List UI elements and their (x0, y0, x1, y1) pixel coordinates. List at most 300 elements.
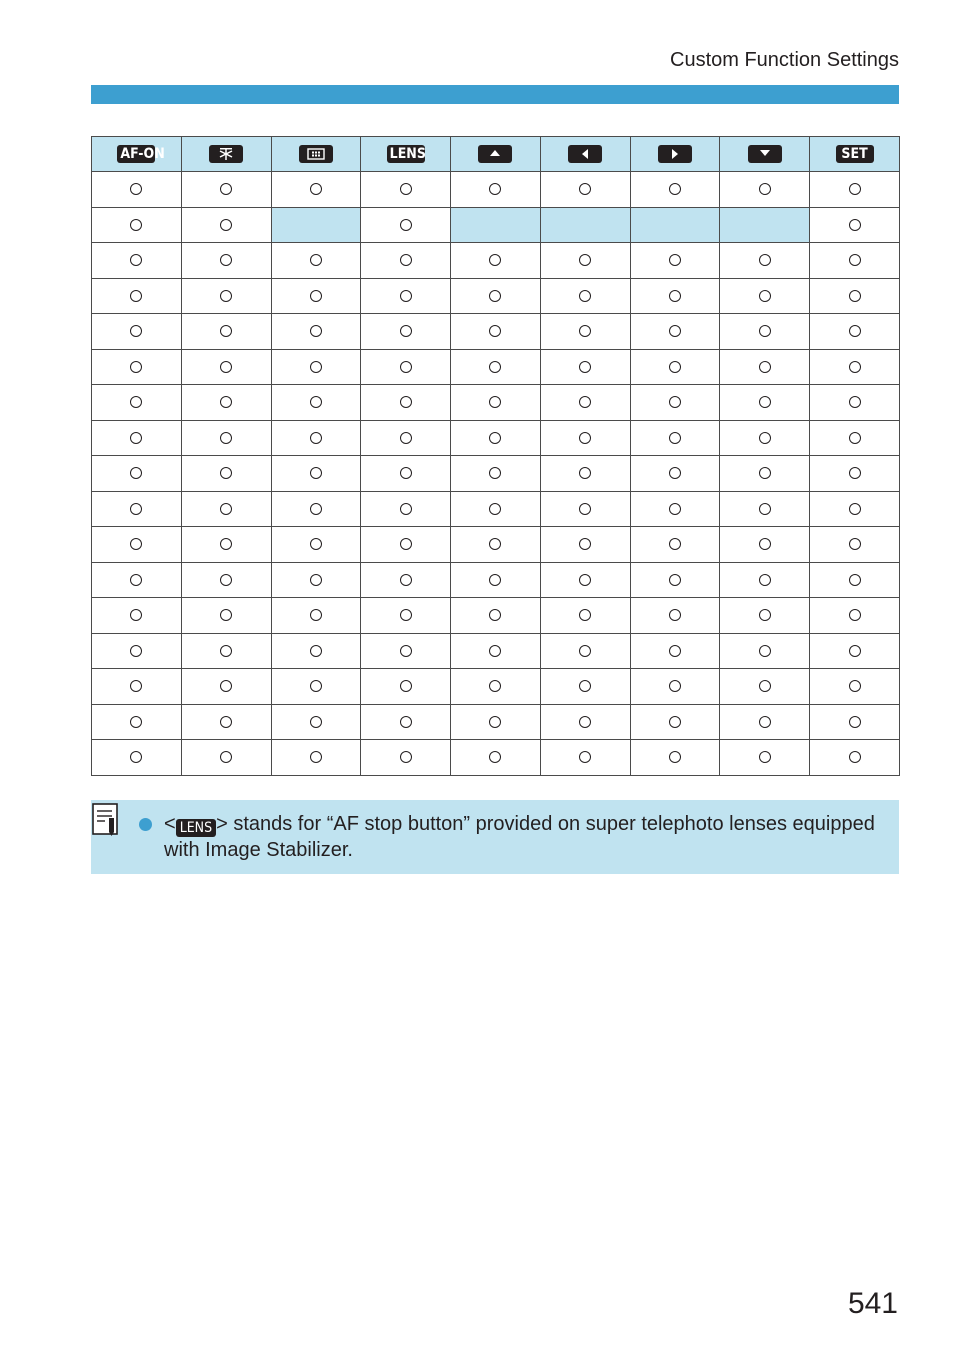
table-cell (451, 633, 541, 669)
table-cell (720, 527, 810, 563)
available-circle-icon (489, 680, 501, 692)
available-circle-icon (669, 467, 681, 479)
available-circle-icon (849, 574, 861, 586)
available-circle-icon (130, 361, 142, 373)
available-circle-icon (130, 680, 142, 692)
available-circle-icon (400, 183, 412, 195)
table-cell (630, 456, 720, 492)
table-cell (361, 385, 451, 421)
table-cell (451, 278, 541, 314)
available-circle-icon (400, 432, 412, 444)
available-circle-icon (400, 219, 412, 231)
available-circle-icon (130, 609, 142, 621)
available-circle-icon (579, 290, 591, 302)
table-cell (451, 740, 541, 776)
available-circle-icon (849, 538, 861, 550)
table-cell (181, 314, 271, 350)
available-circle-icon (130, 290, 142, 302)
table-cell (181, 172, 271, 208)
table-cell (630, 491, 720, 527)
available-circle-icon (669, 716, 681, 728)
table-cell (451, 385, 541, 421)
table-row (92, 207, 900, 243)
table-cell (630, 562, 720, 598)
available-circle-icon (489, 254, 501, 266)
table-cell (92, 740, 182, 776)
table-cell (361, 491, 451, 527)
available-circle-icon (400, 645, 412, 657)
table-cell (92, 420, 182, 456)
table-cell (810, 349, 900, 385)
available-circle-icon (579, 645, 591, 657)
available-circle-icon (400, 716, 412, 728)
available-circle-icon (759, 503, 771, 515)
table-cell (361, 669, 451, 705)
available-circle-icon (579, 254, 591, 266)
available-circle-icon (579, 183, 591, 195)
up-arrow-icon (478, 145, 512, 163)
available-circle-icon (759, 751, 771, 763)
column-header (720, 137, 810, 172)
bullet-icon (139, 818, 152, 831)
table-cell (810, 314, 900, 350)
available-circle-icon (579, 396, 591, 408)
table-cell (451, 420, 541, 456)
table-cell (271, 172, 361, 208)
available-circle-icon (579, 574, 591, 586)
available-circle-icon (849, 609, 861, 621)
available-circle-icon (579, 432, 591, 444)
available-circle-icon (130, 751, 142, 763)
table-cell (810, 491, 900, 527)
table-cell (540, 172, 630, 208)
table-cell (361, 633, 451, 669)
table-cell (630, 740, 720, 776)
available-circle-icon (220, 361, 232, 373)
table-cell (361, 349, 451, 385)
table-cell (271, 740, 361, 776)
ae-lock-button-icon (209, 145, 243, 163)
available-circle-icon (489, 361, 501, 373)
table-row (92, 456, 900, 492)
available-circle-icon (849, 716, 861, 728)
table-cell (720, 349, 810, 385)
table-row (92, 172, 900, 208)
table-cell (92, 385, 182, 421)
table-cell (720, 456, 810, 492)
table-cell (271, 491, 361, 527)
table-cell (810, 172, 900, 208)
table-cell (451, 172, 541, 208)
table-cell (92, 562, 182, 598)
available-circle-icon (220, 432, 232, 444)
available-circle-icon (220, 467, 232, 479)
available-circle-icon (849, 325, 861, 337)
table-cell (630, 633, 720, 669)
table-cell (451, 562, 541, 598)
table-cell (540, 278, 630, 314)
available-circle-icon (669, 538, 681, 550)
af-point-selection-button-icon (299, 145, 333, 163)
available-circle-icon (130, 574, 142, 586)
table-body (92, 172, 900, 776)
available-circle-icon (849, 219, 861, 231)
available-circle-icon (130, 396, 142, 408)
available-circle-icon (759, 645, 771, 657)
available-circle-icon (489, 467, 501, 479)
table-row (92, 704, 900, 740)
table-cell (361, 314, 451, 350)
table-cell (92, 669, 182, 705)
available-circle-icon (310, 396, 322, 408)
af-on-button-icon: AF-ON (117, 145, 155, 163)
available-circle-icon (669, 645, 681, 657)
table-cell (361, 278, 451, 314)
table-cell (720, 278, 810, 314)
available-circle-icon (220, 538, 232, 550)
available-circle-icon (130, 254, 142, 266)
table-cell (271, 243, 361, 279)
table-row (92, 349, 900, 385)
available-circle-icon (669, 361, 681, 373)
table-cell (810, 598, 900, 634)
table-cell (271, 669, 361, 705)
available-circle-icon (849, 254, 861, 266)
available-circle-icon (130, 503, 142, 515)
table-cell (810, 669, 900, 705)
table-row (92, 527, 900, 563)
table-cell (540, 704, 630, 740)
available-circle-icon (220, 751, 232, 763)
available-circle-icon (579, 716, 591, 728)
available-circle-icon (220, 574, 232, 586)
table-cell (630, 420, 720, 456)
table-cell (720, 491, 810, 527)
table-cell (271, 420, 361, 456)
available-circle-icon (579, 609, 591, 621)
available-circle-icon (400, 467, 412, 479)
available-circle-icon (579, 751, 591, 763)
available-circle-icon (220, 680, 232, 692)
table-cell (451, 527, 541, 563)
available-circle-icon (400, 680, 412, 692)
table-cell (92, 491, 182, 527)
table-cell (540, 314, 630, 350)
table-cell (181, 278, 271, 314)
table-cell (271, 349, 361, 385)
available-circle-icon (310, 716, 322, 728)
available-circle-icon (220, 290, 232, 302)
table-row (92, 491, 900, 527)
table-cell (361, 420, 451, 456)
table-cell (720, 385, 810, 421)
available-circle-icon (400, 325, 412, 337)
table-cell (271, 527, 361, 563)
table-row (92, 598, 900, 634)
available-circle-icon (669, 254, 681, 266)
table-cell (181, 669, 271, 705)
table-cell (451, 314, 541, 350)
available-circle-icon (669, 503, 681, 515)
right-arrow-icon (658, 145, 692, 163)
table-cell (361, 456, 451, 492)
available-circle-icon (130, 432, 142, 444)
table-cell (540, 420, 630, 456)
column-header (630, 137, 720, 172)
table-cell (540, 349, 630, 385)
table-cell (720, 314, 810, 350)
column-header (181, 137, 271, 172)
table-cell (540, 385, 630, 421)
table-cell (271, 314, 361, 350)
available-circle-icon (849, 467, 861, 479)
table-header-row (92, 137, 900, 172)
set-button-icon: SET (836, 145, 874, 163)
page-number: 541 (847, 1287, 898, 1320)
available-circle-icon (130, 325, 142, 337)
table-cell (361, 704, 451, 740)
table-cell (540, 633, 630, 669)
table-cell (630, 314, 720, 350)
table-cell (630, 704, 720, 740)
available-circle-icon (759, 325, 771, 337)
available-circle-icon (310, 290, 322, 302)
table-cell (451, 243, 541, 279)
note-box (91, 800, 899, 874)
available-circle-icon (849, 361, 861, 373)
table-cell (181, 420, 271, 456)
available-circle-icon (310, 538, 322, 550)
available-circle-icon (310, 432, 322, 444)
table-cell (181, 740, 271, 776)
table-cell (361, 207, 451, 243)
available-circle-icon (759, 254, 771, 266)
available-circle-icon (759, 716, 771, 728)
available-circle-icon (220, 183, 232, 195)
available-circle-icon (310, 467, 322, 479)
available-circle-icon (130, 538, 142, 550)
table-cell (181, 598, 271, 634)
table-cell (540, 669, 630, 705)
available-circle-icon (849, 396, 861, 408)
table-cell (271, 562, 361, 598)
column-header (92, 137, 182, 172)
available-circle-icon (400, 574, 412, 586)
available-circle-icon (759, 680, 771, 692)
available-circle-icon (579, 361, 591, 373)
available-circle-icon (130, 467, 142, 479)
available-circle-icon (400, 538, 412, 550)
table-cell (181, 385, 271, 421)
available-circle-icon (310, 574, 322, 586)
available-circle-icon (669, 432, 681, 444)
table-row (92, 740, 900, 776)
table-cell (451, 669, 541, 705)
available-circle-icon (579, 325, 591, 337)
table-cell (630, 385, 720, 421)
available-circle-icon (579, 538, 591, 550)
table-cell (271, 633, 361, 669)
table-cell (630, 349, 720, 385)
table-cell (810, 278, 900, 314)
table-cell (92, 527, 182, 563)
table-cell (361, 562, 451, 598)
table-row (92, 669, 900, 705)
available-circle-icon (669, 290, 681, 302)
table-row (92, 562, 900, 598)
available-circle-icon (310, 751, 322, 763)
table-cell (720, 562, 810, 598)
note-pencil-icon (92, 802, 120, 843)
available-circle-icon (220, 396, 232, 408)
table-cell (271, 456, 361, 492)
available-circle-icon (130, 716, 142, 728)
available-circle-icon (220, 503, 232, 515)
table-cell (181, 349, 271, 385)
table-row (92, 314, 900, 350)
down-arrow-icon (748, 145, 782, 163)
available-circle-icon (310, 325, 322, 337)
table-row (92, 420, 900, 456)
table-cell-unavailable (720, 207, 810, 243)
table-row (92, 278, 900, 314)
available-circle-icon (579, 680, 591, 692)
available-circle-icon (220, 716, 232, 728)
table-cell (181, 527, 271, 563)
section-title: Custom Function Settings (670, 49, 899, 71)
note-body: > stands for “AF stop button” provided on super telephoto lenses equipped with Image Stabilizer. (164, 813, 875, 861)
available-circle-icon (220, 609, 232, 621)
table-cell (630, 172, 720, 208)
available-circle-icon (849, 645, 861, 657)
available-circle-icon (669, 183, 681, 195)
table-row (92, 385, 900, 421)
table-cell (181, 243, 271, 279)
available-circle-icon (759, 183, 771, 195)
available-circle-icon (220, 325, 232, 337)
table-cell (451, 349, 541, 385)
button-assignment-table (91, 136, 900, 776)
table-cell (181, 491, 271, 527)
table-cell (630, 278, 720, 314)
available-circle-icon (400, 751, 412, 763)
table-cell (720, 243, 810, 279)
table-cell (92, 633, 182, 669)
table-cell (630, 243, 720, 279)
table-cell (720, 420, 810, 456)
table-cell (810, 243, 900, 279)
available-circle-icon (759, 574, 771, 586)
table-cell (540, 740, 630, 776)
available-circle-icon (489, 609, 501, 621)
table-cell (810, 456, 900, 492)
table-cell (810, 562, 900, 598)
available-circle-icon (310, 183, 322, 195)
table-cell (540, 456, 630, 492)
available-circle-icon (849, 183, 861, 195)
available-circle-icon (489, 751, 501, 763)
table-cell (271, 385, 361, 421)
table-cell (720, 704, 810, 740)
available-circle-icon (489, 396, 501, 408)
table-cell (181, 562, 271, 598)
available-circle-icon (220, 254, 232, 266)
header-rule (91, 85, 899, 104)
available-circle-icon (489, 325, 501, 337)
table-cell (92, 598, 182, 634)
available-circle-icon (489, 574, 501, 586)
table-cell (361, 527, 451, 563)
available-circle-icon (759, 538, 771, 550)
available-circle-icon (310, 503, 322, 515)
table-cell (92, 704, 182, 740)
table-cell (451, 704, 541, 740)
table-cell-unavailable (271, 207, 361, 243)
available-circle-icon (759, 432, 771, 444)
available-circle-icon (310, 645, 322, 657)
table-cell (92, 314, 182, 350)
available-circle-icon (400, 609, 412, 621)
available-circle-icon (849, 680, 861, 692)
table-cell (361, 598, 451, 634)
table-cell (271, 278, 361, 314)
available-circle-icon (489, 645, 501, 657)
table-cell (451, 491, 541, 527)
available-circle-icon (759, 396, 771, 408)
available-circle-icon (849, 503, 861, 515)
available-circle-icon (669, 609, 681, 621)
table-cell (92, 207, 182, 243)
table-cell (271, 598, 361, 634)
available-circle-icon (310, 609, 322, 621)
note-open-bracket: < (164, 813, 176, 835)
available-circle-icon (759, 467, 771, 479)
available-circle-icon (310, 680, 322, 692)
table-cell (540, 243, 630, 279)
table-cell (271, 704, 361, 740)
available-circle-icon (759, 361, 771, 373)
table-cell (810, 385, 900, 421)
available-circle-icon (579, 467, 591, 479)
table-cell (630, 598, 720, 634)
table-cell (92, 172, 182, 208)
table-cell (630, 527, 720, 563)
lens-button-icon: LENS (387, 145, 425, 163)
table-row (92, 243, 900, 279)
table-cell (181, 633, 271, 669)
available-circle-icon (310, 254, 322, 266)
table-cell (720, 740, 810, 776)
available-circle-icon (579, 503, 591, 515)
table-cell-unavailable (540, 207, 630, 243)
available-circle-icon (489, 290, 501, 302)
table-cell (810, 527, 900, 563)
available-circle-icon (489, 716, 501, 728)
available-circle-icon (759, 609, 771, 621)
table-cell (181, 207, 271, 243)
available-circle-icon (130, 219, 142, 231)
available-circle-icon (669, 325, 681, 337)
available-circle-icon (489, 183, 501, 195)
table-cell-unavailable (451, 207, 541, 243)
column-header (540, 137, 630, 172)
available-circle-icon (669, 574, 681, 586)
available-circle-icon (220, 219, 232, 231)
table-cell (540, 491, 630, 527)
table-cell-unavailable (630, 207, 720, 243)
table-cell (720, 172, 810, 208)
table-cell (540, 527, 630, 563)
